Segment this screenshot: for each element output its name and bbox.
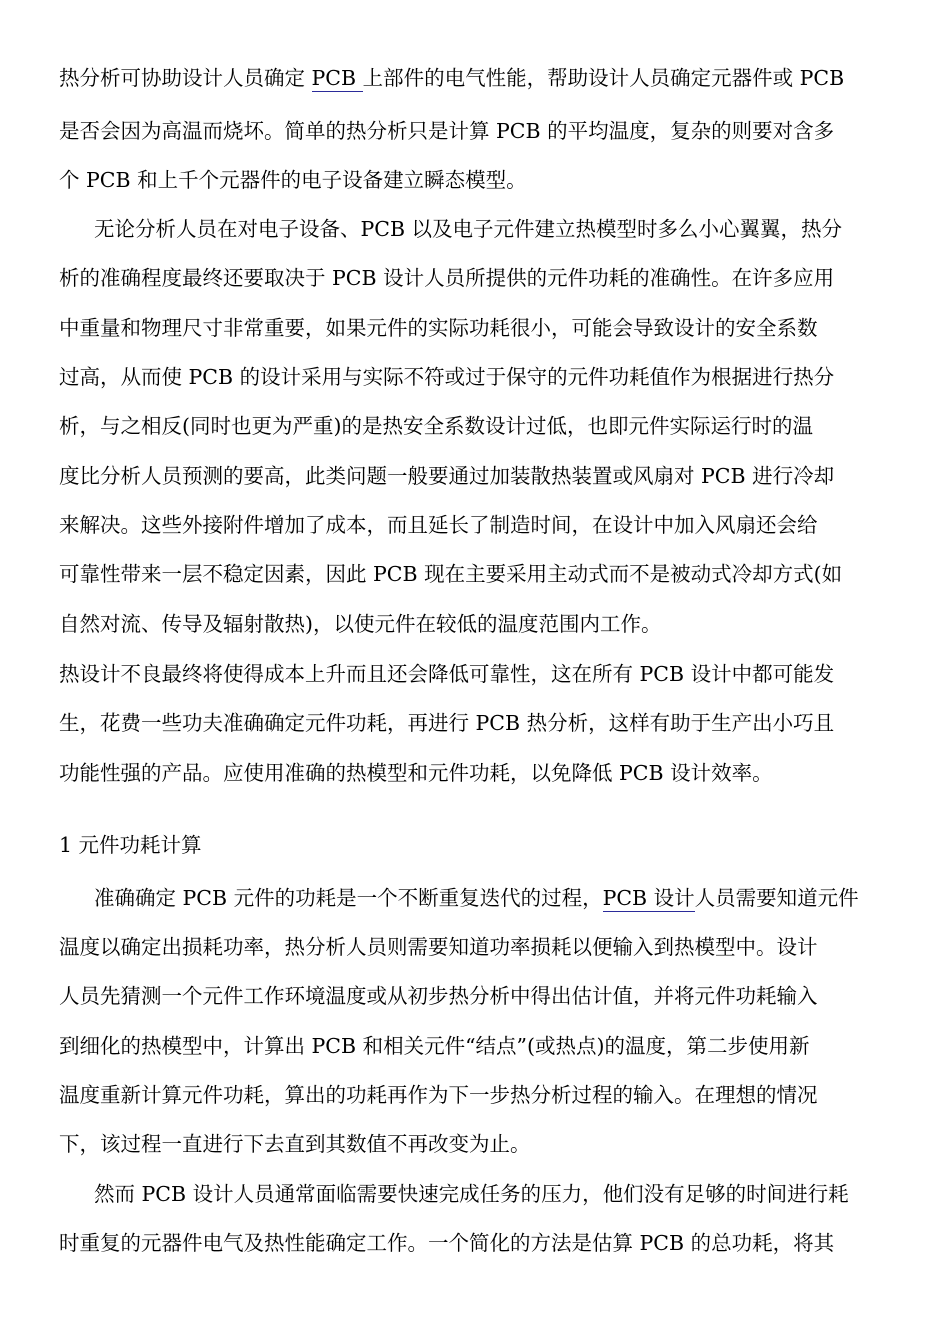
paragraph-2-line-4: 过高，从而使 PCB 的设计采用与实际不符或过于保守的元件功耗值作为根据进行热分: [59, 365, 835, 389]
paragraph-5-line-2: 时重复的元器件电气及热性能确定工作。一个简化的方法是估算 PCB 的总功耗，将其: [59, 1231, 835, 1255]
paragraph-2-line-5: 析，与之相反(同时也更为严重)的是热安全系数设计过低，也即元件实际运行时的温: [59, 414, 813, 438]
section-heading: 1 元件功耗计算: [59, 833, 202, 857]
paragraph-3-line-1: 热设计不良最终将使得成本上升而且还会降低可靠性，这在所有 PCB 设计中都可能发: [59, 662, 835, 686]
pcb-design-link[interactable]: PCB 设计: [602, 886, 695, 910]
text-run: 准确确定 PCB 元件的功耗是一个不断重复迭代的过程，: [94, 886, 603, 910]
paragraph-2-line-9: 自然对流、传导及辐射散热)，以使元件在较低的温度范围内工作。: [59, 612, 662, 636]
paragraph-1-line-3: 个 PCB 和上千个元器件的电子设备建立瞬态模型。: [59, 168, 527, 192]
text-run: 上部件的电气性能，帮助设计人员确定元器件或 PCB: [362, 66, 845, 90]
paragraph-4-line-4: 到细化的热模型中，计算出 PCB 和相关元件“结点”(或热点)的温度，第二步使用新: [59, 1034, 810, 1058]
paragraph-3-line-2: 生，花费一些功夫准确确定元件功耗，再进行 PCB 热分析，这样有助于生产出小巧且: [59, 711, 835, 735]
paragraph-4-line-5: 温度重新计算元件功耗，算出的功耗再作为下一步热分析过程的输入。在理想的情况: [59, 1083, 818, 1107]
paragraph-2-line-7: 来解决。这些外接附件增加了成本，而且延长了制造时间，在设计中加入风扇还会给: [59, 513, 818, 537]
paragraph-2-line-3: 中重量和物理尺寸非常重要，如果元件的实际功耗很小，可能会导致设计的安全系数: [59, 316, 818, 340]
paragraph-4-line-2: 温度以确定出损耗功率，热分析人员则需要知道功率损耗以便输入到热模型中。设计: [59, 935, 818, 959]
paragraph-3-line-3: 功能性强的产品。应使用准确的热模型和元件功耗，以免降低 PCB 设计效率。: [59, 761, 773, 785]
paragraph-2-line-2: 析的准确程度最终还要取决于 PCB 设计人员所提供的元件功耗的准确性。在许多应用: [59, 266, 835, 290]
paragraph-2-line-1: 无论分析人员在对电子设备、PCB 以及电子元件建立热模型时多么小心翼翼，热分: [94, 217, 843, 241]
paragraph-4-line-1: [94, 880, 930, 916]
paragraph-2-line-6: 度比分析人员预测的要高，此类问题一般要通过加装散热装置或风扇对 PCB 进行冷却: [59, 464, 835, 488]
text-run: 热分析可协助设计人员确定: [59, 66, 312, 90]
paragraph-4-line-6: 下，该过程一直进行下去直到其数值不再改变为止。: [59, 1132, 531, 1156]
pcb-link[interactable]: PCB: [311, 66, 363, 90]
paragraph-4-line-3: 人员先猜测一个元件工作环境温度或从初步热分析中得出估计值，并将元件功耗输入: [59, 984, 818, 1008]
text-run: 人员需要知道元件: [694, 886, 859, 910]
paragraph-5-line-1: 然而 PCB 设计人员通常面临需要快速完成任务的压力，他们没有足够的时间进行耗: [94, 1182, 849, 1206]
paragraph-1-line-2: 是否会因为高温而烧坏。简单的热分析只是计算 PCB 的平均温度，复杂的则要对含多: [59, 119, 835, 143]
paragraph-1-line-1: [59, 60, 930, 96]
paragraph-2-line-8: 可靠性带来一层不稳定因素，因此 PCB 现在主要采用主动式而不是被动式冷却方式(如: [59, 562, 843, 586]
